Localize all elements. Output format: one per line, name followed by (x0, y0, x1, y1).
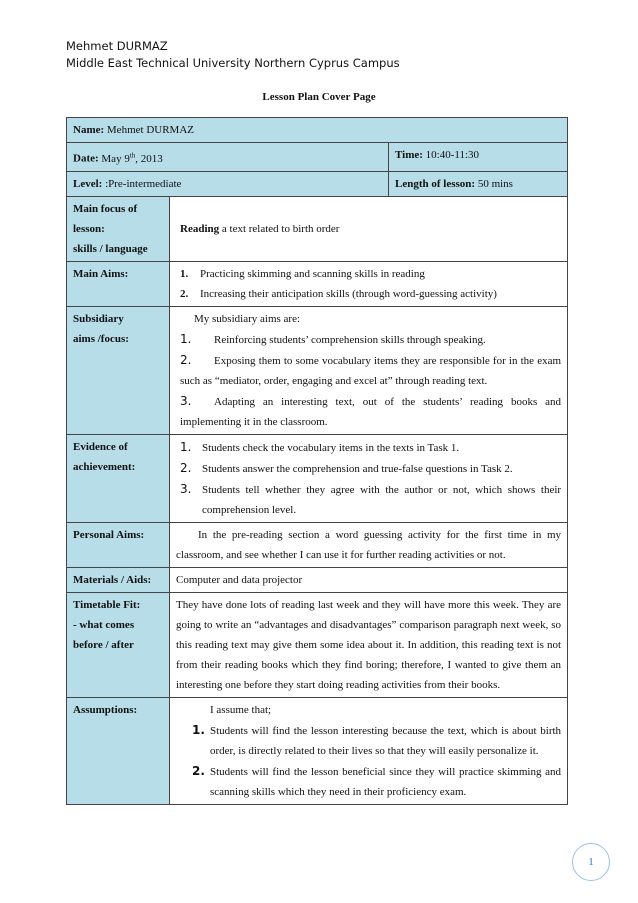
main-focus-text: a text related to birth order (221, 222, 340, 235)
assumptions-intro: I assume that; (210, 703, 272, 716)
subsidiary-item: 2. Exposing them to some vocabulary items they are responsible for in the exam such as “mediator, order, engaging and excel at” through reading text. (180, 352, 562, 387)
evidence-row (67, 434, 568, 522)
materials-row (67, 567, 568, 592)
length-value: 50 mins (477, 177, 513, 190)
subsidiary-label: Subsidiary aims /focus: (67, 306, 170, 434)
timetable-text: They have done lots of reading last week and they will have more this week. They are going to write an “advantages and disadvantages” comparison paragraph next week, so this reading text may give them some idea about it. In addition, this reading text is not from their reading books which they find boring; therefore, I wanted to give them an interesting one before they start doing reading activities from their books. (170, 592, 568, 697)
level-value: :Pre-intermediate (105, 177, 182, 190)
subsidiary-row (67, 306, 568, 434)
main-focus-skill: Reading (180, 222, 220, 235)
timetable-label: Timetable Fit: - what comes before / after (67, 592, 170, 697)
materials-text: Computer and data projector (170, 567, 568, 592)
assumptions-row (67, 697, 568, 804)
subsidiary-item: 1. Reinforcing students’ comprehension skills through speaking. (180, 331, 486, 346)
evidence-item: 3. Students tell whether they agree with the author or not, which shows their comprehension level. (180, 481, 562, 516)
document-title: Lesson Plan Cover Page (262, 91, 376, 103)
assumption-item: 1. Students will find the lesson interesting because the text, which is about birth order, is directly related to their lives so that they will easily personalize it. (192, 722, 562, 757)
evidence-label: Evidence of achievement: (67, 434, 170, 522)
level-row (67, 171, 568, 196)
evidence-item: 1. Students check the vocabulary items in the texts in Task 1. (180, 439, 460, 454)
date-label: Date: (73, 152, 99, 165)
personal-aims-label: Personal Aims: (67, 522, 170, 567)
author-name: Mehmet DURMAZ (66, 39, 168, 53)
time-label: Time: (395, 149, 423, 161)
main-aims-label: Main Aims: (67, 261, 170, 306)
level-label: Level: (73, 177, 103, 190)
main-aim-item: 2. Increasing their anticipation skills (through word-guessing activity) (180, 287, 497, 300)
main-aims-row (67, 261, 568, 306)
time-value: 10:40-11:30 (425, 149, 480, 161)
page-number: 1 (572, 843, 610, 881)
evidence-item: 2. Students answer the comprehension and true-false questions in Task 2. (180, 460, 513, 475)
subsidiary-item: 3. Adapting an interesting text, out of the students’ reading books and implementing it in the classroom. (180, 393, 562, 428)
date-value: May 9th, 2013 (101, 151, 163, 165)
personal-aims-row (67, 522, 568, 567)
main-focus-row (67, 196, 568, 261)
main-focus-label: Main focus of lesson: skills / language (67, 196, 170, 261)
subsidiary-intro: My subsidiary aims are: (194, 312, 301, 325)
materials-label: Materials / Aids: (67, 567, 170, 592)
assumptions-label: Assumptions: (67, 697, 170, 804)
name-label: Name: (73, 124, 105, 136)
name-row (67, 118, 568, 143)
timetable-row (67, 592, 568, 697)
date-time-row (67, 143, 568, 172)
name-value: Mehmet DURMAZ (106, 124, 194, 136)
main-aim-item: 1. Practicing skimming and scanning skills in reading (180, 267, 425, 280)
length-label: Length of lesson: (395, 177, 476, 190)
page-header (66, 38, 400, 72)
assumption-item: 2. Students will find the lesson beneficial since they will practice skimming and scanning skills which they need in their proficiency exam. (192, 763, 562, 798)
personal-aims-text: In the pre-reading section a word guessing activity for the first time in my classroom, and see whether I can use it for further reading activities or not. (170, 522, 568, 567)
institution-name: Middle East Technical University Northern Cyprus Campus (66, 56, 400, 70)
lesson-plan-table (66, 117, 568, 805)
